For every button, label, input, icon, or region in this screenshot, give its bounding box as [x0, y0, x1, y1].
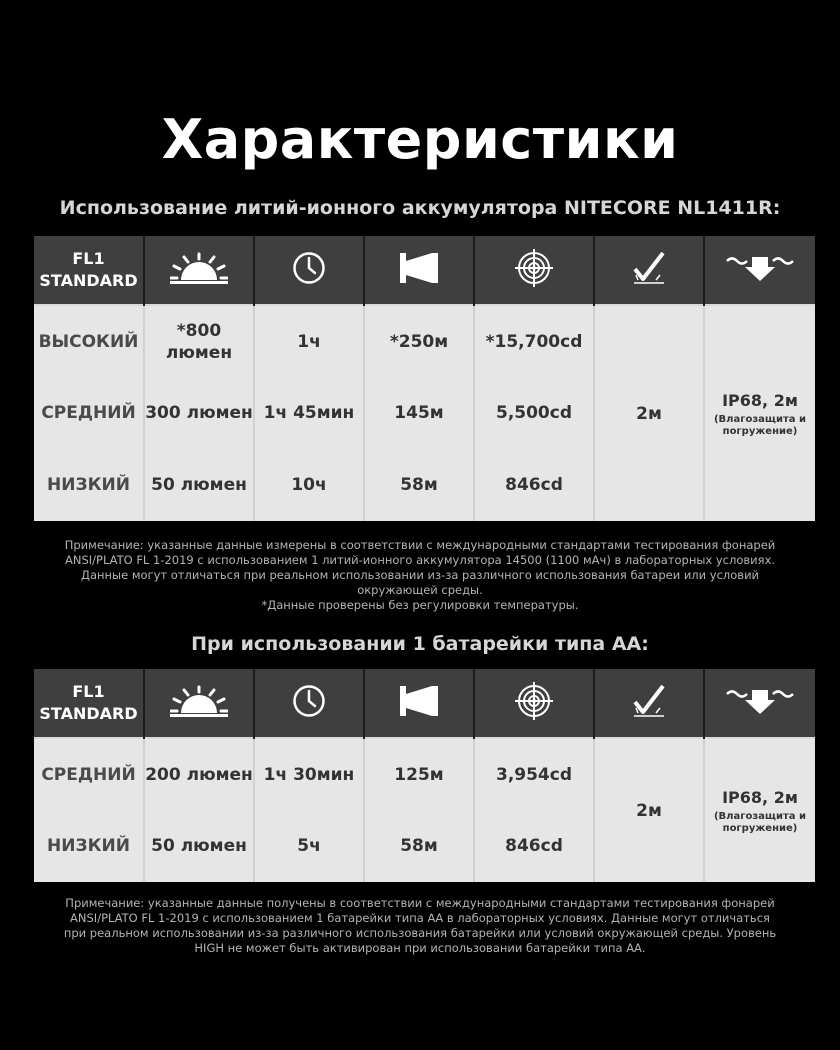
section2-note: Примечание: указанные данные получены в соответствии с международными стандартами тестирования фонарей ANSI/PLATO FL 1-2019 с использованием 1 батарейки типа АА в лабораторных условиях. Данные могут отличаться при реальном использовании из-за различного использования батарейки или условий окружающей среды. Уровень HIGH не может быть активирован при использовании батарейки типа АА.: [63, 896, 777, 955]
distance-value: 145м: [364, 377, 474, 449]
output-value: 50 люмен: [144, 810, 254, 882]
section1-subtitle: Использование литий-ионного аккумулятора NITECORE NL1411R:: [59, 197, 781, 219]
waterproof-icon: [725, 253, 795, 287]
fl1-standard-label: FL1 STANDARD: [34, 236, 144, 305]
intensity-value: 846cd: [474, 810, 594, 882]
intensity-value: 3,954cd: [474, 738, 594, 810]
mode-label: СРЕДНИЙ: [41, 403, 136, 423]
runtime-value: 1ч 45мин: [254, 377, 364, 449]
intensity-value: 846cd: [474, 449, 594, 521]
runtime-value: 5ч: [254, 810, 364, 882]
mode-label: ВЫСОКИЙ: [34, 305, 144, 377]
mode-label: НИЗКИЙ: [47, 836, 130, 856]
runtime-value: 10ч: [254, 449, 364, 521]
waterproof-icon: [725, 686, 795, 720]
intensity-value: 5,500cd: [474, 377, 594, 449]
ip-rating-note: (Влагозащита и погружение): [713, 413, 806, 437]
runtime-value: 1ч: [254, 305, 364, 377]
section2-subtitle: При использовании 1 батарейки типа АА:: [191, 633, 649, 655]
section1-note2: *Данные проверены без регулировки температуры.: [261, 598, 579, 612]
distance-value: 58м: [364, 810, 474, 882]
ip-rating: IP68, 2м: [722, 787, 798, 807]
distance-value: *250м: [364, 305, 474, 377]
beam-distance-icon: [399, 685, 439, 721]
target-intensity-icon: [515, 682, 553, 724]
impact-resistance-icon: [630, 684, 668, 722]
table-row: [34, 738, 815, 810]
clock-runtime-icon: [292, 684, 326, 722]
ip-rating-note: (Влагозащита и погружение): [713, 810, 806, 834]
clock-runtime-icon: [292, 251, 326, 289]
sun-brightness-icon: [170, 685, 228, 721]
distance-value: 58м: [364, 449, 474, 521]
ip-rating: IP68, 2м: [722, 390, 798, 410]
output-value: 50 люмен: [144, 449, 254, 521]
fl1-standard-label: FL1 STANDARD: [34, 669, 144, 738]
impact-resistance-icon: [630, 251, 668, 289]
target-intensity-icon: [515, 249, 553, 291]
table-header-row: [34, 669, 815, 738]
page-title: Характеристики: [161, 108, 679, 171]
output-value: 200 люмен: [144, 738, 254, 810]
waterproof-value: [704, 738, 815, 882]
spec-table-aa: [34, 669, 815, 882]
mode-label: СРЕДНИЙ: [34, 738, 144, 810]
impact-value: 2м: [594, 305, 704, 521]
output-value: 300 люмен: [144, 377, 254, 449]
runtime-value: 1ч 30мин: [254, 738, 364, 810]
distance-value: 125м: [364, 738, 474, 810]
table-row: [34, 305, 815, 377]
intensity-value: *15,700cd: [474, 305, 594, 377]
mode-label: НИЗКИЙ: [47, 475, 130, 495]
impact-value: 2м: [594, 738, 704, 882]
output-value: *800 люмен: [144, 305, 254, 377]
sun-brightness-icon: [170, 252, 228, 288]
spec-table-li-ion: [34, 236, 815, 521]
section1-note: Примечание: указанные данные измерены в соответствии с международными стандартами тестирования фонарей ANSI/PLATO FL 1-2019 с использованием 1 литий-ионного аккумулятора 14500 (1100 мАч) в лабораторных условиях. Данные могут отличаться при реальном использовании из-за различного использования батареи или условий окружающей среды.: [64, 538, 776, 597]
table-header-row: [34, 236, 815, 305]
waterproof-value: [704, 305, 815, 521]
beam-distance-icon: [399, 252, 439, 288]
